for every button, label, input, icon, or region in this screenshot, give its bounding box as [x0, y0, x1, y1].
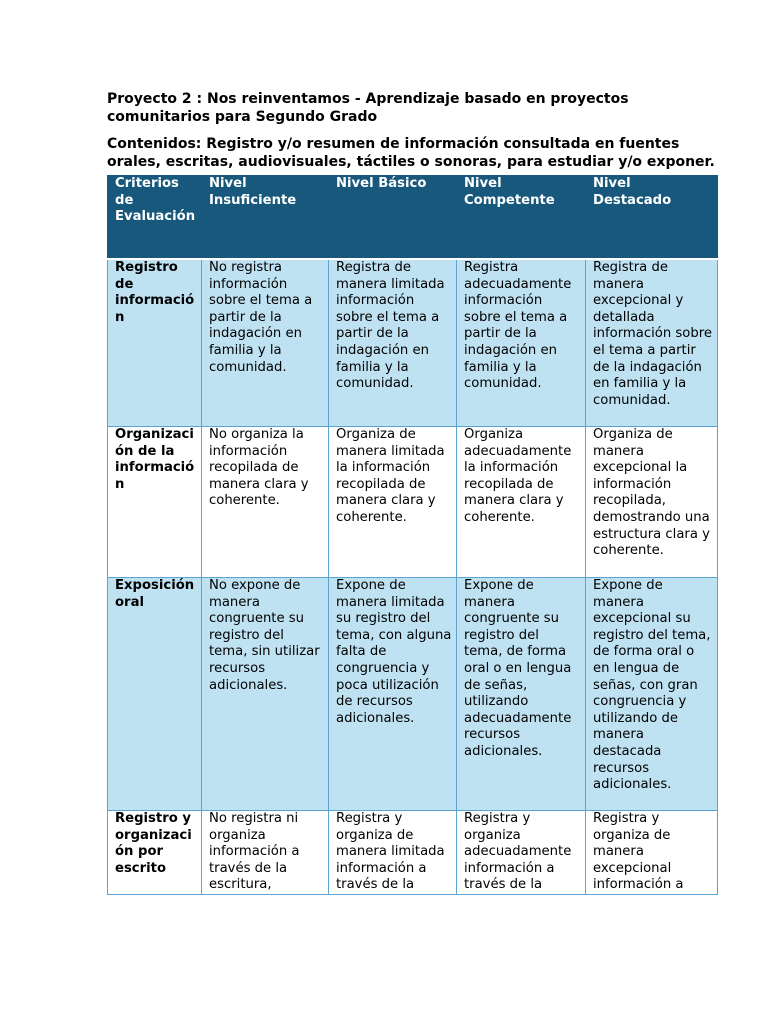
level-cell: Organiza adecuadamente la información recopilada de manera clara y coherente. [457, 427, 586, 578]
rubric-table [107, 175, 718, 895]
contents-paragraph: Contenidos: Registro y/o resumen de información consultada en fuentes orales, escritas, audiovisuales, táctiles o sonoras, para estudiar y/o exponer. [107, 136, 715, 170]
rubric-row-escrito [108, 811, 718, 895]
level-cell: Registra adecuadamente información sobre el tema a partir de la indagación en familia y la comunidad. [457, 259, 586, 427]
rubric-row-exposicion [108, 578, 718, 811]
criterion-cell: Exposición oral [108, 578, 202, 811]
level-cell: Expone de manera limitada su registro del tema, con alguna falta de congruencia y poca utilización de recursos adicionales. [329, 578, 457, 811]
level-cell: No organiza la información recopilada de manera clara y coherente. [202, 427, 329, 578]
document-title [107, 90, 717, 126]
rubric-row-organizacion [108, 427, 718, 578]
level-cell: Registra y organiza de manera excepcional información a [586, 811, 718, 895]
level-cell: Registra de manera limitada información sobre el tema a partir de la indagación en familia y la comunidad. [329, 259, 457, 427]
title-bold: Proyecto 2 : Nos reinventamos - Aprendizaje basado en proyectos [107, 91, 629, 107]
criterion-cell: Organización de la información [108, 427, 202, 578]
level-cell: Registra de manera excepcional y detallada información sobre el tema a partir de la indagación en familia y la comunidad. [586, 259, 718, 427]
header-insufficient: Nivel Insuficiente [202, 176, 329, 260]
level-cell: Expone de manera excepcional su registro del tema, de forma oral o en lengua de señas, con gran congruencia y utilizando de manera destacada recursos adicionales. [586, 578, 718, 811]
level-cell: No registra ni organiza información a través de la escritura, [202, 811, 329, 895]
criterion-cell: Registro y organización por escrito [108, 811, 202, 895]
document-page [107, 90, 717, 895]
criterion-cell: Registro de información [108, 259, 202, 427]
level-cell: No registra información sobre el tema a partir de la indagación en familia y la comunidad. [202, 259, 329, 427]
level-cell: Expone de manera congruente su registro del tema, de forma oral o en lengua de señas, utilizando adecuadamente recursos adicionales. [457, 578, 586, 811]
level-cell: Organiza de manera limitada la información recopilada de manera clara y coherente. [329, 427, 457, 578]
title-rest: comunitarios para Segundo Grado [107, 109, 378, 125]
level-cell: Organiza de manera excepcional la información recopilada, demostrando una estructura clara y coherente. [586, 427, 718, 578]
rubric-header-row [108, 176, 718, 260]
level-cell: No expone de manera congruente su registro del tema, sin utilizar recursos adicionales. [202, 578, 329, 811]
header-criteria: Criterios de Evaluación [108, 176, 202, 260]
level-cell: Registra y organiza de manera limitada información a través de la [329, 811, 457, 895]
header-competent: Nivel Competente [457, 176, 586, 260]
header-outstanding: Nivel Destacado [586, 176, 718, 260]
level-cell: Registra y organiza adecuadamente información a través de la [457, 811, 586, 895]
header-basic: Nivel Básico [329, 176, 457, 260]
rubric-row-registro [108, 259, 718, 427]
